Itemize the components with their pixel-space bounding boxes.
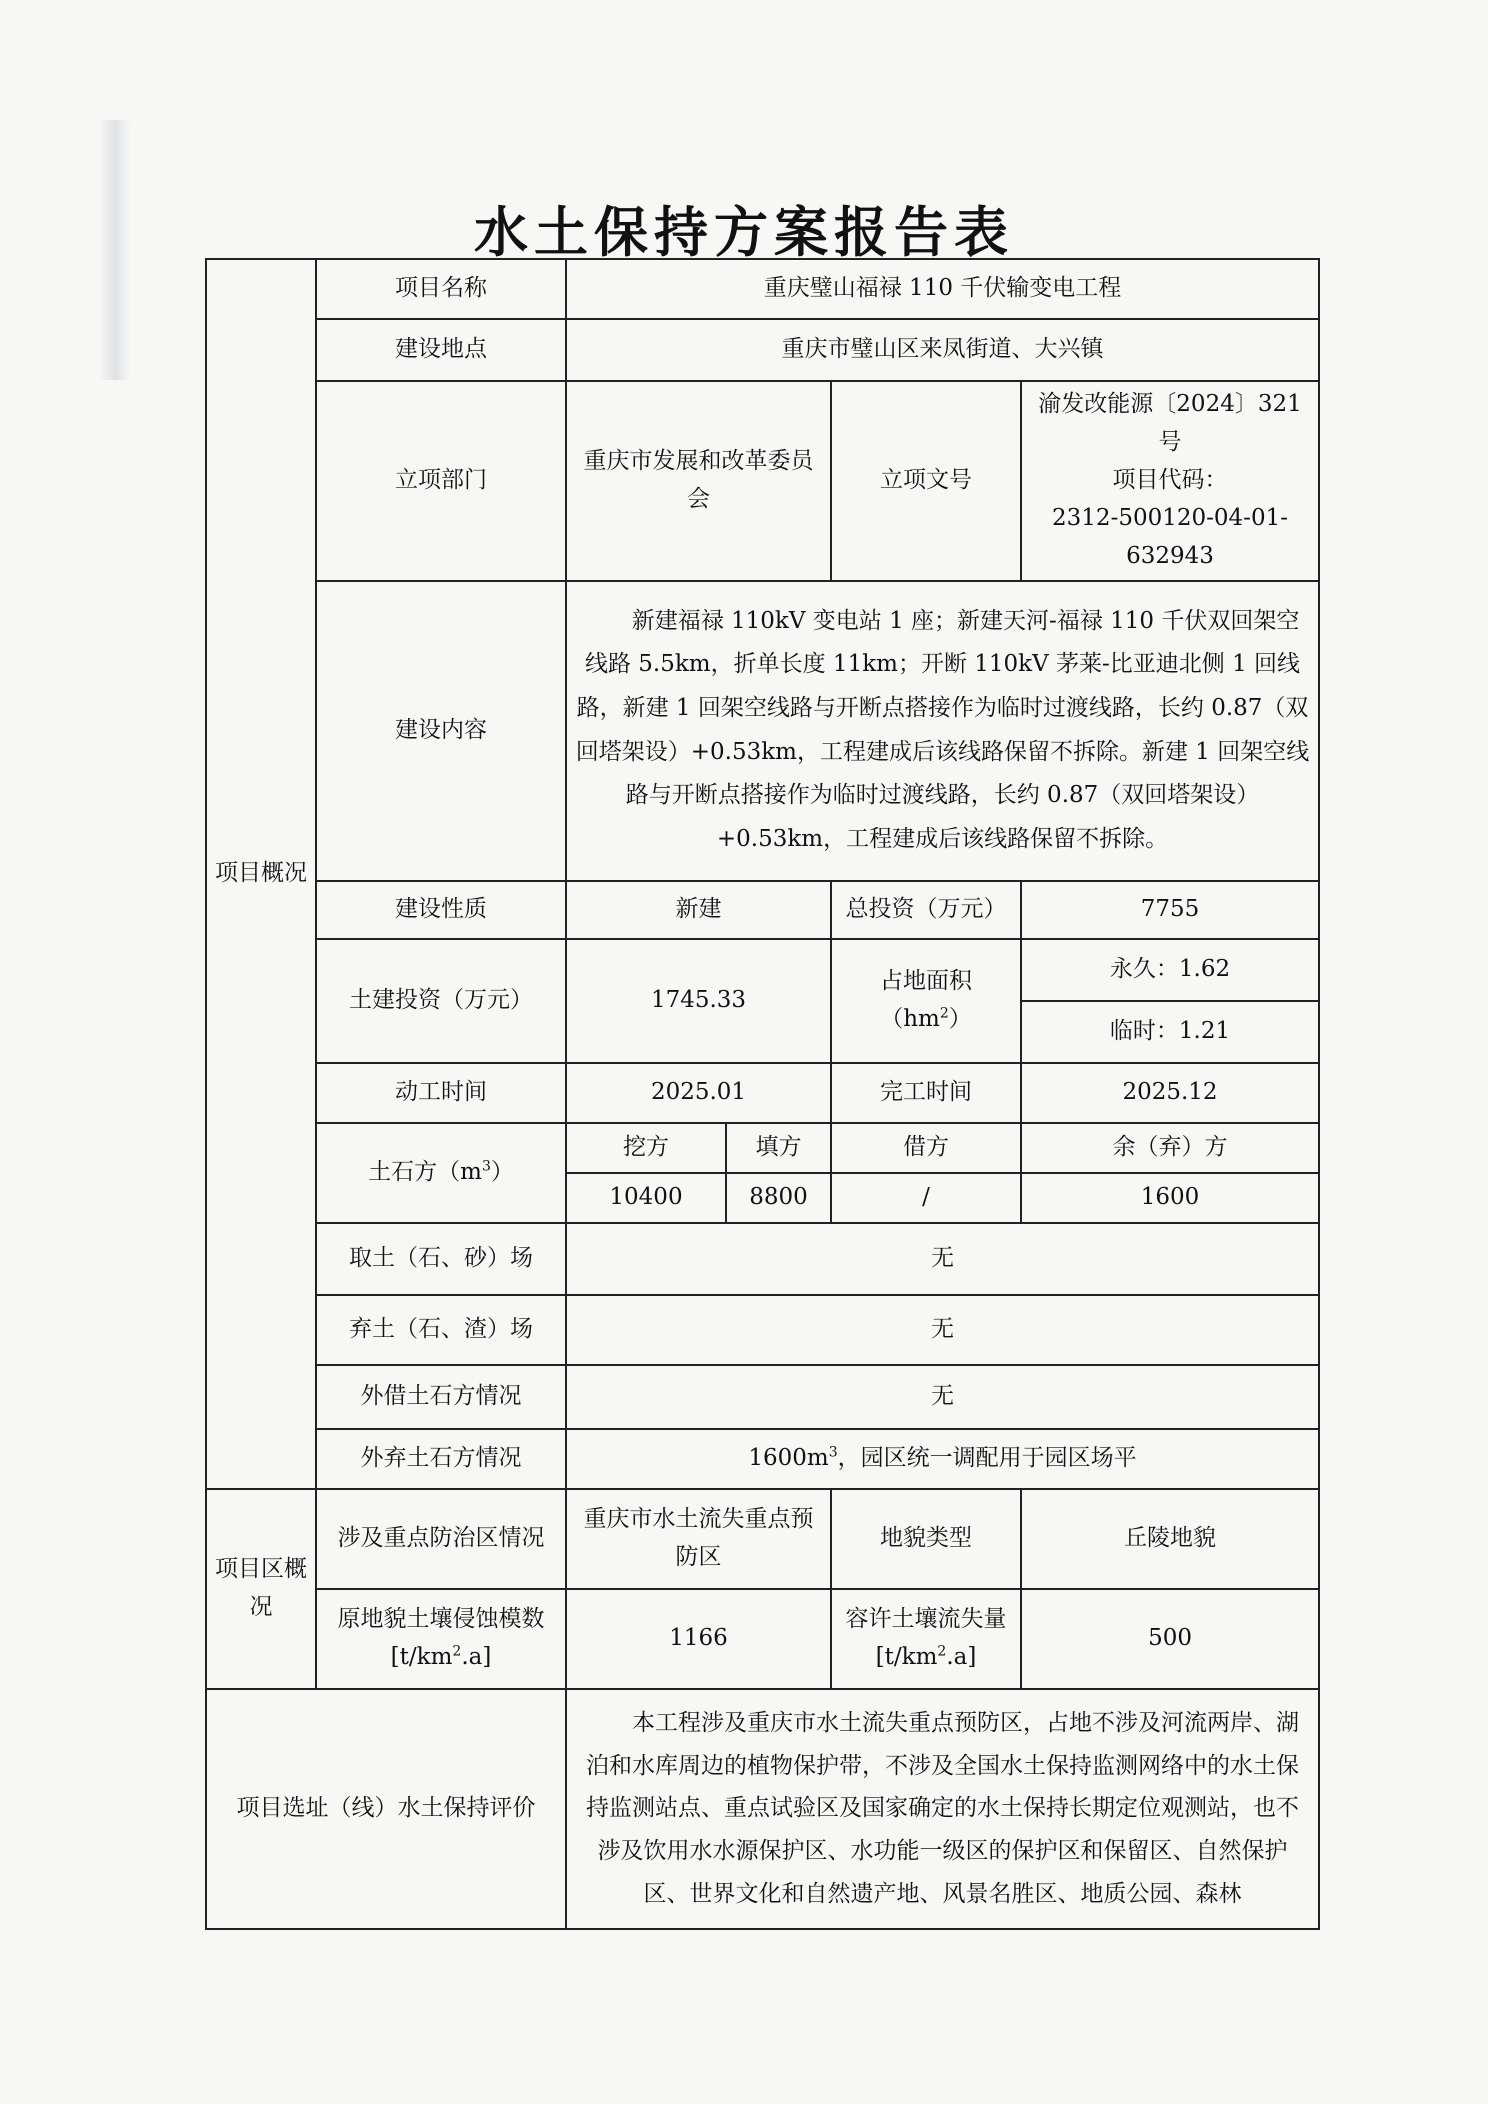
value-surplus: 1600 (1021, 1173, 1319, 1223)
doc-no-line-3: 2312-500120-04-01-632943 (1052, 504, 1288, 569)
label-site-eval: 项目选址（线）水土保持评价 (206, 1689, 566, 1929)
row-site-eval (206, 1689, 1319, 1929)
row-content (206, 581, 1319, 881)
value-landform: 丘陵地貌 (1021, 1489, 1319, 1589)
row-ext-borrow (206, 1365, 1319, 1429)
row-civil-invest-a (206, 939, 1319, 1001)
value-site-eval: 本工程涉及重庆市水土流失重点预防区，占地不涉及河流两岸、湖泊和水库周边的植物保护带，不涉及全国水土保持监测网络中的水土保持监测站点、重点试验区及国家确定的水土保持长期定位观测站，也不涉及饮用水水源保护区、水功能一级区的保护区和保留区、自然保护区、世界文化和自然遗产地、风景名胜区、地质公园、森林 (566, 1689, 1319, 1929)
value-dept: 重庆市发展和改革委员会 (566, 381, 831, 581)
value-dig: 10400 (566, 1173, 726, 1223)
value-ext-spoil: $1600m^3$，园区统一调配用于园区场平 (566, 1429, 1319, 1489)
label-borrow: 借方 (831, 1123, 1021, 1173)
value-spoil-site: 无 (566, 1295, 1319, 1365)
doc-no-line-2: 项目代码： (1112, 466, 1228, 493)
value-fill: 8800 (726, 1173, 831, 1223)
row-dept (206, 381, 1319, 581)
label-landform: 地貌类型 (831, 1489, 1021, 1589)
value-finish: 2025.12 (1021, 1063, 1319, 1123)
doc-no-line-1: 渝发改能源〔2024〕321 号 (1038, 391, 1302, 455)
label-surplus: 余（弃）方 (1021, 1123, 1319, 1173)
value-civil-invest: 1745.33 (566, 939, 831, 1063)
label-spoil-site: 弃土（石、渣）场 (316, 1295, 566, 1365)
row-spoil-site (206, 1295, 1319, 1365)
row-erosion (206, 1589, 1319, 1689)
value-key-zone: 重庆市水土流失重点预防区 (566, 1489, 831, 1589)
row-time (206, 1063, 1319, 1123)
label-doc-no: 立项文号 (831, 381, 1021, 581)
label-nature: 建设性质 (316, 881, 566, 939)
label-finish: 完工时间 (831, 1063, 1021, 1123)
row-key-zone (206, 1489, 1319, 1589)
label-start: 动工时间 (316, 1063, 566, 1123)
row-borrow-site (206, 1223, 1319, 1295)
label-civil-invest: 土建投资（万元） (316, 939, 566, 1063)
label-ext-spoil: 外弃土石方情况 (316, 1429, 566, 1489)
label-ext-borrow: 外借土石方情况 (316, 1365, 566, 1429)
label-fill: 填方 (726, 1123, 831, 1173)
label-dig: 挖方 (566, 1123, 726, 1173)
label-key-zone: 涉及重点防治区情况 (316, 1489, 566, 1589)
report-table (205, 258, 1320, 1930)
label-dept: 立项部门 (316, 381, 566, 581)
label-allow-loss: 容许土壤流失量$[t/km^2.a]$ (831, 1589, 1021, 1689)
value-borrow: / (831, 1173, 1021, 1223)
label-total-invest: 总投资（万元） (831, 881, 1021, 939)
value-land-temporary: 临时：1.21 (1021, 1001, 1319, 1063)
row-nature (206, 881, 1319, 939)
row-location (206, 319, 1319, 381)
value-allow-loss: 500 (1021, 1589, 1319, 1689)
value-content: 新建福禄 110kV 变电站 1 座；新建天河-福禄 110 千伏双回架空线路 5.5km，折单长度 11km；开断 110kV 茅莱-比亚迪北侧 1 回线路，新建 1 回架空线路与开断点搭接作为临时过渡线路，长约 0.87（双回塔架设）+0.53km，工程建成后该线路保留不拆除。新建 1 回架空线路与开断点搭接作为临时过渡线路，长约 0.87（双回塔架设）+0.53km，工程建成后该线路保留不拆除。 (566, 581, 1319, 881)
value-location: 重庆市璧山区来凤街道、大兴镇 (566, 319, 1319, 381)
section-area: 项目区概况 (206, 1489, 316, 1689)
section-overview: 项目概况 (206, 259, 316, 1489)
label-content: 建设内容 (316, 581, 566, 881)
value-start: 2025.01 (566, 1063, 831, 1123)
label-location: 建设地点 (316, 319, 566, 381)
row-earth-head (206, 1123, 1319, 1173)
value-land-permanent: 永久：1.62 (1021, 939, 1319, 1001)
label-orig-erosion: 原地貌土壤侵蚀模数$[t/km^2.a]$ (316, 1589, 566, 1689)
label-borrow-site: 取土（石、砂）场 (316, 1223, 566, 1295)
row-ext-spoil (206, 1429, 1319, 1489)
label-project-name: 项目名称 (316, 259, 566, 319)
value-orig-erosion: 1166 (566, 1589, 831, 1689)
value-doc-no (1021, 381, 1319, 581)
label-earth: 土石方$(m^3)$ (316, 1123, 566, 1223)
page-title: 水土保持方案报告表 (474, 201, 1014, 264)
value-project-name: 重庆璧山福禄 110 千伏输变电工程 (566, 259, 1319, 319)
value-total-invest: 7755 (1021, 881, 1319, 939)
value-borrow-site: 无 (566, 1223, 1319, 1295)
label-land-area: 占地面积$(hm^2)$ (831, 939, 1021, 1063)
row-project-name (206, 259, 1319, 319)
value-ext-borrow: 无 (566, 1365, 1319, 1429)
value-nature: 新建 (566, 881, 831, 939)
